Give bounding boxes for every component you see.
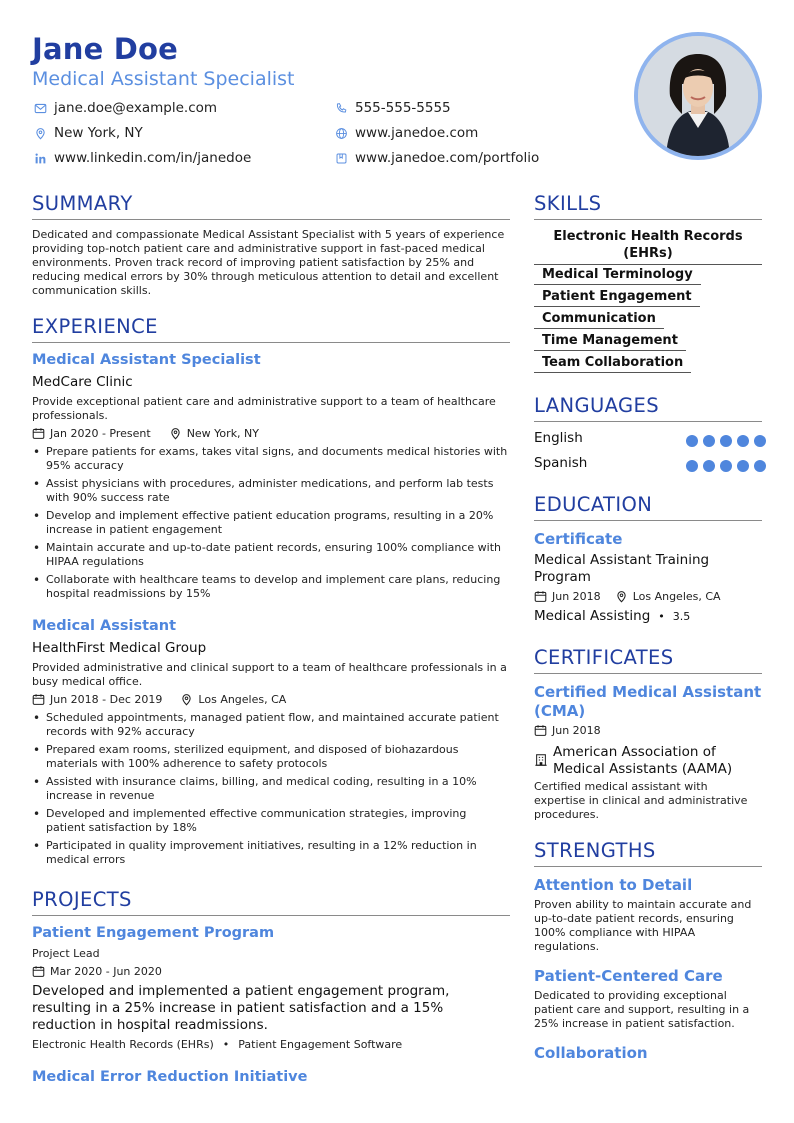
strength-title: Collaboration	[534, 1044, 648, 1062]
certificates-heading: CERTIFICATES	[534, 646, 674, 669]
proficiency-dot	[720, 435, 732, 447]
bookmark-icon	[333, 150, 349, 166]
job-location: New York, NY	[186, 427, 259, 440]
strength-title: Patient-Centered Care	[534, 967, 723, 985]
location-pin-icon	[32, 125, 48, 141]
email-text[interactable]: jane.doe@example.com	[54, 100, 218, 116]
summary-heading: SUMMARY	[32, 192, 133, 215]
language-level	[686, 460, 766, 472]
proficiency-dot	[737, 435, 749, 447]
project-tag: Electronic Health Records (EHRs)	[32, 1038, 214, 1051]
language-name: English	[534, 430, 583, 446]
list-item: • Prepared exam rooms, sterilized equipment, and disposed of biohazardous materials with 100% adherence to safety protocols	[32, 743, 502, 771]
calendar-icon	[534, 590, 547, 603]
proficiency-dot	[703, 435, 715, 447]
location-text: New York, NY	[54, 125, 143, 141]
strengths-divider	[534, 866, 762, 867]
certificate-meta	[534, 724, 601, 737]
phone-text[interactable]: 555-555-5555	[355, 100, 451, 116]
job-bullets	[32, 445, 512, 605]
education-divider	[534, 520, 762, 521]
calendar-icon	[32, 427, 45, 440]
calendar-icon	[32, 965, 45, 978]
proficiency-dot	[686, 435, 698, 447]
job-location: Los Angeles, CA	[198, 693, 287, 706]
languages-divider	[534, 421, 762, 422]
calendar-icon	[32, 693, 45, 706]
certificate-date: Jun 2018	[552, 724, 601, 737]
certificate-description: Certified medical assistant with expertise in clinical and administrative procedures.	[534, 780, 748, 821]
certificates-divider	[534, 673, 762, 674]
company-name: HealthFirst Medical Group	[32, 640, 207, 656]
proficiency-dot	[754, 460, 766, 472]
projects-heading: PROJECTS	[32, 888, 132, 911]
education-field: Medical Assisting	[534, 608, 651, 624]
job-meta	[32, 427, 259, 440]
profile-photo	[634, 32, 762, 160]
education-meta	[534, 590, 721, 603]
certificate-issuer-row	[534, 744, 753, 778]
list-item: • Collaborate with healthcare teams to develop and implement care plans, reducing hospital readmissions by 15%	[32, 573, 512, 601]
project-role: Project Lead	[32, 947, 100, 960]
education-degree: Certificate	[534, 530, 623, 548]
job-meta	[32, 693, 286, 706]
skill-item: Electronic Health Records (EHRs)	[534, 228, 762, 265]
experience-heading: EXPERIENCE	[32, 315, 158, 338]
linkedin-text[interactable]: www.linkedin.com/in/janedoe	[54, 150, 252, 166]
list-item: • Developed and implemented effective communication strategies, improving patient satisfaction by 18%	[32, 807, 502, 835]
globe-icon	[333, 125, 349, 141]
location-pin-icon	[169, 427, 182, 440]
portfolio-text[interactable]: www.janedoe.com/portfolio	[355, 150, 540, 166]
building-icon	[534, 753, 548, 767]
company-name: MedCare Clinic	[32, 374, 133, 390]
job-dates: Jan 2020 - Present	[50, 427, 151, 440]
skills-heading: SKILLS	[534, 192, 602, 215]
list-item: • Participated in quality improvement initiatives, resulting in a 12% reduction in medical errors	[32, 839, 502, 867]
job-title: Medical Assistant	[32, 618, 177, 634]
project-tag: Patient Engagement Software	[238, 1038, 403, 1051]
education-date: Jun 2018	[552, 590, 601, 603]
job-dates: Jun 2018 - Dec 2019	[50, 693, 163, 706]
proficiency-dot	[686, 460, 698, 472]
location-pin-icon	[615, 590, 628, 603]
summary-divider	[32, 219, 510, 220]
skill-item: Team Collaboration	[534, 355, 691, 373]
phone-icon	[333, 100, 349, 116]
list-item: • Maintain accurate and up-to-date patient records, ensuring 100% compliance with HIPAA regulations	[32, 541, 512, 569]
proficiency-dot	[754, 435, 766, 447]
skill-item: Patient Engagement	[534, 289, 700, 307]
languages-heading: LANGUAGES	[534, 394, 660, 417]
contact-location	[32, 125, 143, 141]
certificate-title: Certified Medical Assistant (CMA)	[534, 683, 762, 720]
proficiency-dot	[720, 460, 732, 472]
education-location: Los Angeles, CA	[632, 590, 721, 603]
strength-title: Attention to Detail	[534, 876, 693, 894]
job-bullets	[32, 711, 502, 871]
education-field-row: Medical Assisting • 3.5	[534, 608, 691, 624]
skill-item: Time Management	[534, 333, 686, 351]
experience-divider	[32, 342, 510, 343]
project-tags: Electronic Health Records (EHRs) • Patient Engagement Software	[32, 1038, 403, 1051]
certificate-issuer: American Association of Medical Assistants (AAMA)	[553, 744, 733, 777]
project-dates: Mar 2020 - Jun 2020	[50, 965, 162, 978]
skills-divider	[534, 219, 762, 220]
proficiency-dot	[737, 460, 749, 472]
contact-phone[interactable]	[333, 100, 451, 116]
projects-divider	[32, 915, 510, 916]
education-gpa: 3.5	[672, 610, 691, 623]
list-item: • Scheduled appointments, managed patient flow, and maintained accurate patient records with 92% accuracy	[32, 711, 502, 739]
job-title: Medical Assistant Specialist	[32, 352, 261, 368]
education-heading: EDUCATION	[534, 493, 653, 516]
job-description: Provided administrative and clinical support to a team of healthcare professionals in a busy medical office.	[32, 661, 507, 688]
job-description: Provide exceptional patient care and administrative support to a team of healthcare professionals.	[32, 395, 496, 422]
project-title: Patient Engagement Program	[32, 925, 275, 941]
list-item: • Assist physicians with procedures, administer medications, and perform lab tests with 90% success rate	[32, 477, 512, 505]
strengths-heading: STRENGTHS	[534, 839, 656, 862]
project-meta	[32, 965, 162, 978]
contact-linkedin[interactable]	[32, 150, 251, 166]
list-item: • Develop and implement effective patient education programs, resulting in a 20% increase in patient engagement	[32, 509, 512, 537]
list-item: • Prepare patients for exams, takes vital signs, and documents medical histories with 95% accuracy	[32, 445, 512, 473]
strength-description: Dedicated to providing exceptional patient care and support, resulting in a 25% increase in patient satisfaction.	[534, 989, 750, 1030]
mail-icon	[32, 100, 48, 116]
summary-text: Dedicated and compassionate Medical Assistant Specialist with 5 years of experience providing top-notch patient care and administrative support in fast-paced medical environments. Proven track record of improving patient satisfaction by 25% and reducing medical errors by 30% through meticulous attention to detail and excellent communication skills.	[32, 228, 505, 297]
contact-portfolio[interactable]	[333, 150, 539, 166]
project-description: Developed and implemented a patient engagement program, resulting in a 25% increase in patient satisfaction and a 15% reduction in hospital readmissions.	[32, 983, 450, 1033]
strength-description: Proven ability to maintain accurate and up-to-date patient records, ensuring 100% compliance with HIPAA regulations.	[534, 898, 752, 953]
proficiency-dot	[703, 460, 715, 472]
skill-item: Medical Terminology	[534, 267, 701, 285]
language-level	[686, 435, 766, 447]
contact-website[interactable]	[333, 125, 478, 141]
contact-email[interactable]	[32, 100, 217, 116]
education-program: Medical Assistant Training Program	[534, 552, 710, 585]
linkedin-icon	[32, 150, 48, 166]
candidate-name: Jane Doe	[32, 32, 179, 66]
list-item: • Assisted with insurance claims, billing, and medical coding, resulting in a 10% increase in revenue	[32, 775, 502, 803]
calendar-icon	[534, 724, 547, 737]
location-pin-icon	[180, 693, 193, 706]
website-text[interactable]: www.janedoe.com	[355, 125, 479, 141]
skill-item: Communication	[534, 311, 664, 329]
language-name: Spanish	[534, 455, 588, 471]
project-title: Medical Error Reduction Initiative	[32, 1069, 308, 1085]
candidate-title: Medical Assistant Specialist	[32, 68, 295, 90]
